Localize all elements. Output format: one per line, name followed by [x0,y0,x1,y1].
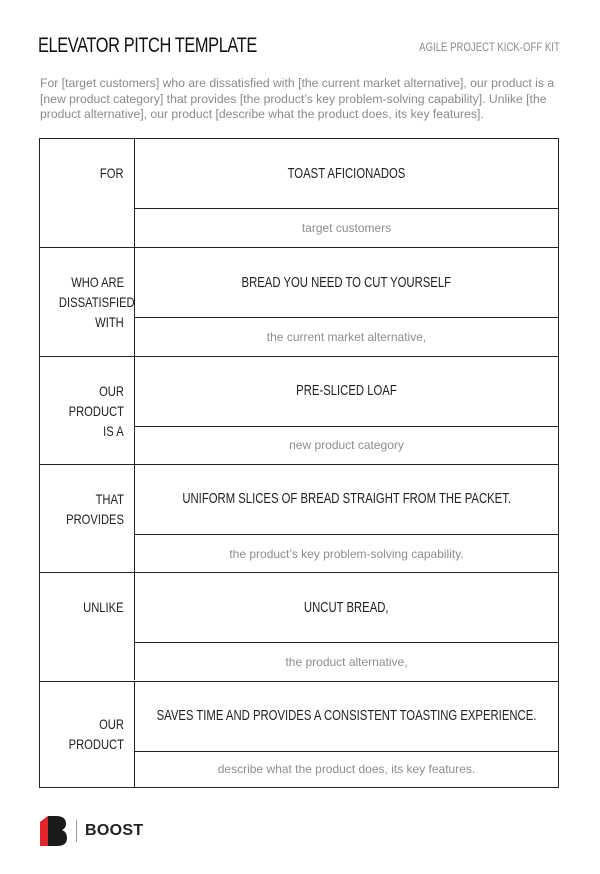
page-title: ELEVATOR PITCH TEMPLATE [38,34,257,57]
row-hint: the current market alternative, [266,329,427,344]
label-line: IS A [103,422,124,439]
row-hint: describe what the product does, its key features. [217,762,476,776]
row-label [40,248,135,355]
row-label: THAT PROVIDES [40,465,135,572]
row-label: OUR PRODUCT [40,682,135,787]
row-value[interactable]: TOAST AFICIONADOS [135,139,558,209]
row-label: FOR [40,139,135,247]
row-value[interactable]: UNIFORM SLICES OF BREAD STRAIGHT FROM THE PACKET. [135,465,558,535]
row-hint: new product category [289,438,404,453]
intro-text: For [target customers] who are dissatisfied with [the current market alternative], our product is a [new product category] that provides [the product’s key problem-solving capability]. Unlike [the product alternative], our product [describe what the product does, its key features]. [40,76,555,121]
row-value[interactable]: SAVES TIME AND PROVIDES A CONSISTENT TOASTING EXPERIENCE. [135,682,558,752]
boost-b-icon [40,816,68,846]
row-hint: target customers [301,221,392,236]
table-row [40,356,558,464]
label-line: DISSATISFIED [58,294,135,311]
brand-name: BOOST [85,822,144,839]
label-line: OUR PRODUCT [68,382,124,419]
row-value[interactable]: PRE-SLICED LOAF [135,357,558,427]
table-row [40,572,558,680]
table-row [40,139,558,247]
row-value[interactable]: BREAD YOU NEED TO CUT YOURSELF [135,248,558,318]
row-value[interactable]: UNCUT BREAD, [135,573,558,643]
boost-logo [40,816,143,846]
table-row [40,464,558,572]
label-line: WITH [95,314,124,331]
table-row [40,681,558,787]
row-hint: the product’s key problem-solving capability. [229,546,464,561]
row-hint: the product alternative, [285,654,408,669]
pitch-table [39,138,559,788]
table-row [40,247,558,355]
logo-divider [76,820,77,842]
label-line: WHO ARE [71,274,124,291]
kit-label: AGILE PROJECT KICK-OFF KIT [419,40,560,54]
row-label: UNLIKE [40,573,135,680]
row-label [40,357,135,464]
